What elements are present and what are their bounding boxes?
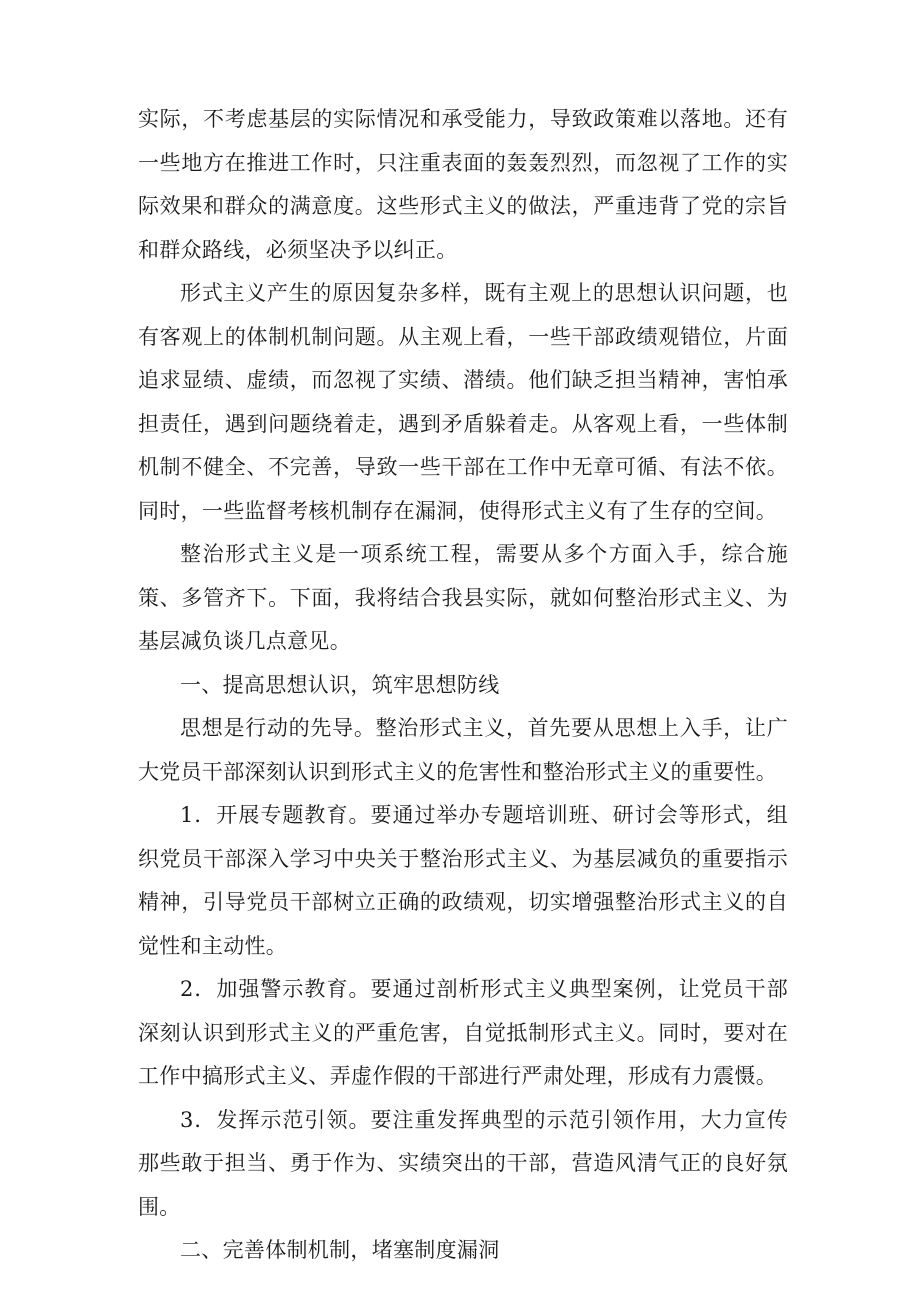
section-heading-1: 一、提高思想认识，筑牢思想防线 [180, 672, 500, 697]
paragraph-continuation: 实际，不考虑基层的实际情况和承受能力，导致政策难以落地。还有一些地方在推进工作时，只注重表面的轰轰烈烈，而忽视了工作的实际效果和群众的满意度。这些形式主义的做法，严重违背了党的宗旨和群众路线，必须坚决予以纠正。 [138, 107, 788, 262]
paragraph-intro: 整治形式主义是一项系统工程，需要从多个方面入手，综合施策、多管齐下。下面，我将结合我县实际，就如何整治形式主义、为基层减负谈几点意见。 [138, 542, 788, 653]
list-item-1: 1．开展专题教育。要通过举办专题培训班、研讨会等形式，组织党员干部深入学习中央关于整治形式主义、为基层减负的重要指示精神，引导党员干部树立正确的政绩观，切实增强整治形式主义的自觉性和主动性。 [138, 803, 788, 958]
section-heading-2: 二、完善体制机制，堵塞制度漏洞 [180, 1238, 500, 1262]
list-item-2: 2．加强警示教育。要通过剖析形式主义典型案例，让党员干部深刻认识到形式主义的严重危害，自觉抵制形式主义。同时，要对在工作中搞形式主义、弄虚作假的干部进行严肃处理，形成有力震慑。 [138, 977, 788, 1088]
paragraph-thinking: 思想是行动的先导。整治形式主义，首先要从思想上入手，让广大党员干部深刻认识到形式主义的危害性和整治形式主义的重要性。 [138, 716, 788, 784]
paragraph-causes: 形式主义产生的原因复杂多样，既有主观上的思想认识问题，也有客观上的体制机制问题。从主观上看，一些干部政绩观错位，片面追求显绩、虚绩，而忽视了实绩、潜绩。他们缺乏担当精神，害怕承担责任，遇到问题绕着走，遇到矛盾躲着走。从客观上看，一些体制机制不健全、不完善，导致一些干部在工作中无章可循、有法不依。同时，一些监督考核机制存在漏洞，使得形式主义有了生存的空间。 [138, 281, 788, 523]
document-page [138, 98, 788, 1273]
list-item-3: 3．发挥示范引领。要注重发挥典型的示范引领作用，大力宣传那些敢于担当、勇于作为、实绩突出的干部，营造风清气正的良好氛围。 [138, 1107, 788, 1219]
